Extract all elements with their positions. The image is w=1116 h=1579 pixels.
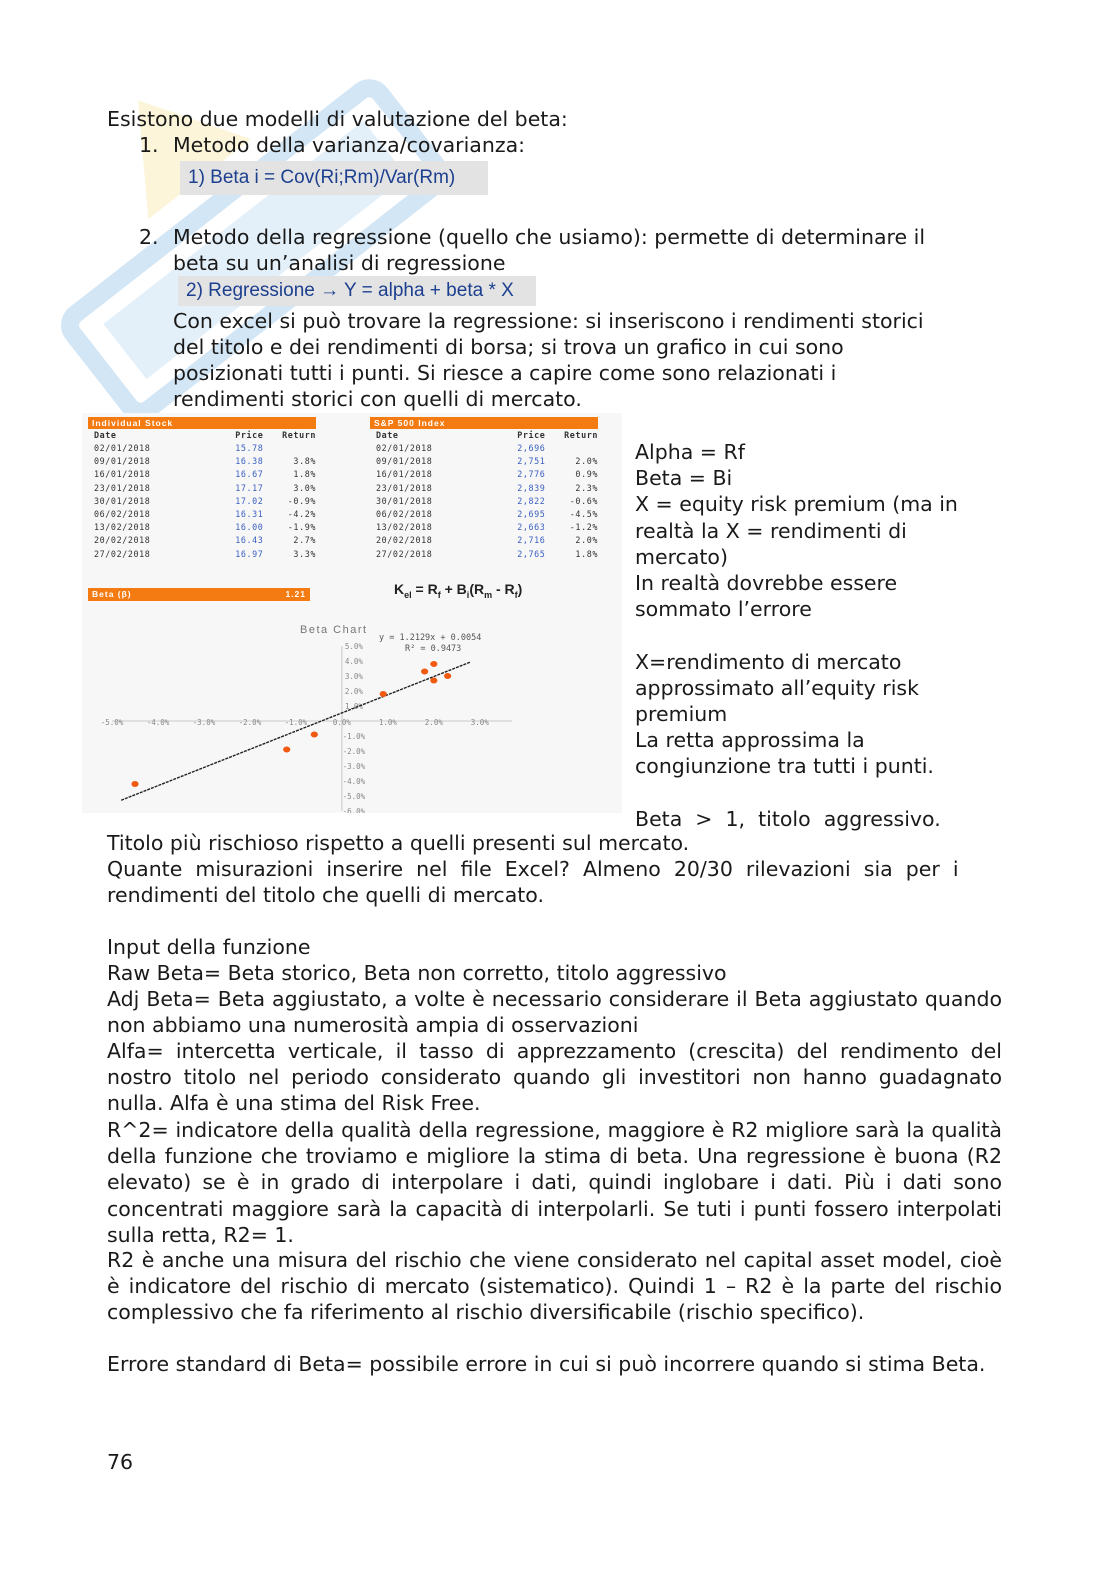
- trendline-equation: y = 1.2129x + 0.0054: [379, 633, 482, 643]
- data-point: [283, 747, 290, 753]
- y-tick-label: -1.0%: [342, 732, 366, 741]
- beta-figure: [82, 413, 622, 813]
- note-x-3: mercato): [635, 544, 728, 569]
- y-tick-label: -2.0%: [342, 747, 366, 756]
- data-point: [311, 732, 318, 738]
- x-tick-label: -5.0%: [100, 718, 124, 727]
- item2-body-line1: Con excel si può trovare la regressione: si inseriscono i rendimenti storici: [173, 309, 924, 333]
- table-cell: 2,751: [517, 456, 546, 467]
- table-cell: -1.2%: [569, 522, 598, 533]
- input-adj-beta: Adj Beta= Beta aggiustato, a volte è necessario considerare il Beta aggiustato quando non abbiamo una numerosità ampia di osservazioni: [107, 987, 1002, 1038]
- table-cell: 16.43: [235, 535, 264, 546]
- item1-label: Metodo della varianza/covarianza:: [173, 133, 526, 157]
- note-x-2: realtà la X = rendimenti di: [635, 518, 907, 543]
- table-cell: 2,776: [517, 469, 546, 480]
- beta-chart: [82, 413, 622, 813]
- page-number: 76: [107, 1450, 134, 1474]
- data-point: [380, 691, 387, 697]
- data-point: [421, 669, 428, 675]
- y-tick-label: -5.0%: [342, 792, 366, 801]
- formula-covariance: 1) Beta i = Cov(Ri;Rm)/Var(Rm): [180, 161, 488, 195]
- table-cell: 20/02/2018: [376, 535, 433, 546]
- y-tick-label: -6.0%: [342, 807, 366, 813]
- x-tick-label: -3.0%: [192, 718, 216, 727]
- table-cell: 30/01/2018: [376, 495, 433, 506]
- list-number-2: 2.: [139, 225, 159, 249]
- table-cell: 2.3%: [575, 482, 598, 493]
- table-cell: 20/02/2018: [94, 535, 151, 546]
- table-cell: 2.7%: [293, 535, 316, 546]
- intro-text: Esistono due modelli di valutazione del beta:: [107, 107, 568, 131]
- beta-value: 1.21: [285, 589, 306, 599]
- item2-body-line2: del titolo e dei rendimenti di borsa; si trova un grafico in cui sono: [173, 335, 844, 359]
- x-tick-label: 1.0%: [378, 718, 397, 727]
- r-squared-label: R² = 0.9473: [405, 644, 462, 654]
- formula-regression: 2) Regressione → Y = alpha + beta * X: [178, 276, 536, 306]
- table-cell: 2,822: [517, 495, 546, 506]
- index-table-header: Date Price Return: [376, 430, 598, 440]
- note-line: La retta approssima la: [635, 728, 865, 753]
- table-cell: 16.97: [235, 548, 264, 559]
- table-cell: 2,716: [517, 535, 546, 546]
- table-cell: 16.31: [235, 508, 264, 519]
- y-tick-label: 4.0%: [344, 657, 363, 666]
- list-number-1: 1.: [139, 133, 159, 157]
- table-cell: 27/02/2018: [94, 548, 151, 559]
- table-cell: 15.78: [235, 443, 264, 453]
- table-cell: 16.38: [235, 456, 264, 467]
- table-cell: 23/01/2018: [376, 482, 433, 493]
- table-cell: 16.67: [235, 469, 264, 480]
- stock-table-header: Date Price Return: [94, 430, 316, 440]
- y-tick-label: 1.0%: [344, 702, 363, 711]
- side-notes: [635, 439, 1002, 832]
- para-after-line3: rendimenti del titolo che quelli di mercato.: [107, 883, 544, 907]
- table-cell: 2,663: [517, 522, 546, 533]
- y-tick-label: -4.0%: [342, 777, 366, 786]
- inputs-heading: Input della funzione: [107, 935, 311, 959]
- table-cell: 09/01/2018: [376, 456, 433, 467]
- table-cell: 17.17: [235, 482, 264, 493]
- note-beta-aggressive: Beta > 1, titolo aggressivo.: [635, 806, 941, 831]
- table-cell: 2.0%: [575, 456, 598, 467]
- input-raw-beta: Raw Beta= Beta storico, Beta non corretto, titolo aggressivo: [107, 961, 727, 985]
- index-table-title: S&P 500 Index: [370, 417, 598, 429]
- table-cell: 3.3%: [293, 548, 316, 559]
- item2-body-line4: rendimenti storici con quelli di mercato.: [173, 387, 582, 411]
- table-cell: -4.5%: [569, 508, 598, 519]
- para-after-line1: Titolo più rischioso rispetto a quelli presenti sul mercato.: [107, 831, 690, 855]
- table-cell: 2,695: [517, 508, 546, 519]
- x-tick-label: -1.0%: [284, 718, 308, 727]
- y-tick-label: 2.0%: [344, 687, 363, 696]
- table-cell: 17.02: [235, 495, 264, 506]
- table-cell: 06/02/2018: [376, 508, 433, 519]
- table-cell: 0.9%: [575, 469, 598, 480]
- table-cell: 30/01/2018: [94, 495, 151, 506]
- beta-label: Beta (β): [92, 589, 132, 599]
- y-tick-label: 3.0%: [344, 672, 363, 681]
- note-error: In realtà dovrebbe essere: [635, 571, 898, 596]
- x-tick-label: 3.0%: [470, 718, 489, 727]
- table-cell: 1.8%: [575, 548, 598, 559]
- chart-title: Beta Chart: [300, 624, 368, 636]
- table-cell: 27/02/2018: [376, 548, 433, 559]
- input-r2: R^2= indicatore della qualità della regressione, maggiore è R2 migliore sarà la qualità della funzione che troviamo e migliore la stima di beta. Una regressione è buona (R2 elevato) se è in grado di interpolare i dati, quindi inglobare i dati. Più i dati sono concentrati maggiore sarà la capacità di interpolarli. Se tuti i punti fossero interpolati sulla retta, R2= 1.: [107, 1118, 1002, 1247]
- note-line-2: congiunzione tra tutti i punti.: [635, 754, 934, 779]
- note-x: X = equity risk premium (ma in: [635, 492, 958, 517]
- x-tick-label: 2.0%: [424, 718, 443, 727]
- input-std-error: Errore standard di Beta= possibile errore in cui si può incorrere quando si stima Beta.: [107, 1352, 986, 1376]
- table-cell: 09/01/2018: [94, 456, 151, 467]
- input-r2-risk: R2 è anche una misura del rischio che viene considerato nel capital asset model, cioè è indicatore del rischio di mercato (sistematico). Quindi 1 – R2 è la parte del rischio complessivo che fa riferimento al rischio diversificabile (rischio specifico).: [107, 1248, 1002, 1325]
- data-point: [430, 661, 437, 667]
- note-beta: Beta = Bi: [635, 466, 733, 491]
- stock-table-title: Individual Stock: [88, 417, 316, 429]
- table-cell: 3.8%: [293, 456, 316, 467]
- table-cell: 13/02/2018: [94, 522, 151, 533]
- note-x-market: X=rendimento di mercato: [635, 649, 902, 674]
- x-tick-label: -2.0%: [238, 718, 262, 727]
- x-tick-label: -4.0%: [146, 718, 170, 727]
- table-cell: 23/01/2018: [94, 482, 151, 493]
- table-cell: -4.2%: [287, 508, 316, 519]
- table-cell: 2,839: [517, 482, 546, 493]
- input-alfa: Alfa= intercetta verticale, il tasso di apprezzamento (crescita) del rendimento del nostro titolo nel periodo considerato quando gli investitori non hanno guadagnato nulla. Alfa è una stima del Risk Free.: [107, 1039, 1002, 1116]
- table-cell: 16/01/2018: [94, 469, 151, 480]
- table-cell: 02/01/2018: [94, 443, 151, 453]
- table-cell: 06/02/2018: [94, 508, 151, 519]
- data-point: [430, 678, 437, 684]
- y-tick-label: -3.0%: [342, 762, 366, 771]
- para-after-line2: Quante misurazioni inserire nel file Excel? Almeno 20/30 rilevazioni sia per i: [107, 857, 959, 881]
- capm-formula: $K_{el} = R_f + B_i(R_m - R_f)$: [394, 581, 523, 600]
- table-cell: -1.9%: [287, 522, 316, 533]
- table-cell: -0.6%: [569, 495, 598, 506]
- note-alpha: Alpha = Rf: [635, 440, 745, 464]
- table-cell: 2,765: [517, 548, 546, 559]
- table-cell: 1.8%: [293, 469, 316, 480]
- table-cell: 16/01/2018: [376, 469, 433, 480]
- note-error-2: sommato l’errore: [635, 597, 812, 622]
- table-cell: 2,696: [517, 443, 546, 453]
- note-x-market-2: approssimato all’equity risk: [635, 675, 919, 700]
- note-x-market-3: premium: [635, 702, 728, 727]
- item2-label-line1: Metodo della regressione (quello che usiamo): permette di determinare il: [173, 225, 926, 249]
- item2-label-line2: beta su un’analisi di regressione: [173, 251, 506, 275]
- y-tick-label: 5.0%: [344, 642, 363, 651]
- data-point: [131, 781, 138, 787]
- table-cell: -0.9%: [287, 495, 316, 506]
- table-cell: 2.0%: [575, 535, 598, 546]
- table-cell: 13/02/2018: [376, 522, 433, 533]
- table-cell: 3.0%: [293, 482, 316, 493]
- trend-line: [121, 662, 470, 800]
- x-tick-label: 0.0%: [332, 718, 351, 727]
- item2-body-line3: posizionati tutti i punti. Si riesce a capire come sono relazionati i: [173, 361, 837, 385]
- table-cell: 16.00: [235, 522, 264, 533]
- data-point: [444, 673, 451, 679]
- table-cell: 02/01/2018: [376, 443, 433, 453]
